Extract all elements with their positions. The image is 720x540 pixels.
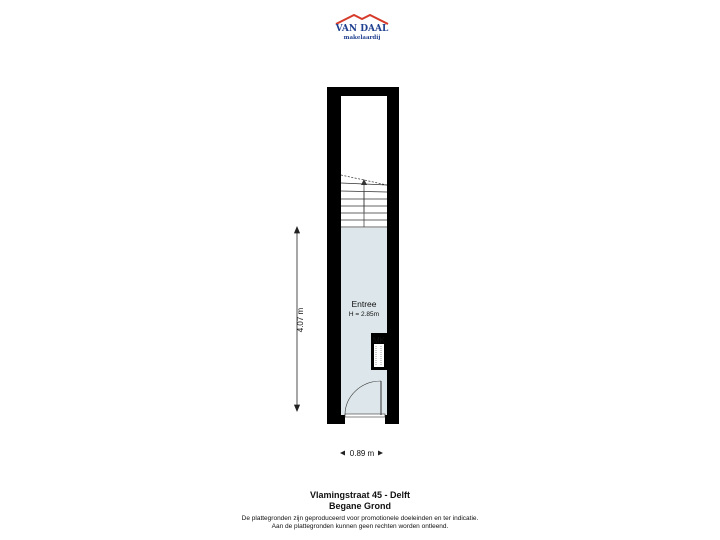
dim-arrow-down-icon [295, 405, 300, 411]
meter-cabinet [371, 333, 387, 370]
wall-left [327, 87, 341, 424]
wall-right [387, 87, 399, 424]
floor-title: Begane Grond [328, 501, 391, 511]
horizontal-dimension-label: 0.89 m [349, 449, 375, 458]
disclaimer-line-1: De plattegronden zijn geproduceerd voor promotionele doeleinden en ter indicatie. [241, 515, 479, 522]
wall-bottom-left [327, 415, 345, 424]
dim-arrow-up-icon [295, 227, 300, 233]
address-title: Vlamingstraat 45 - Delft [309, 490, 411, 500]
dim-arrow-right-icon [378, 451, 383, 456]
dim-arrow-left-icon [340, 451, 345, 456]
logo-name: VAN DAAL [335, 24, 389, 34]
disclaimer-line-2: Aan de plattegronden kunnen geen rechten worden ontleend. [271, 523, 449, 530]
room-height: H = 2.85m [348, 311, 380, 318]
wall-bottom-right [385, 415, 399, 424]
logo-tagline: makelaardij [343, 35, 381, 41]
vertical-dimension-label: 4.07 m [296, 307, 305, 333]
room-name: Entree [351, 299, 377, 309]
entree-floor [341, 228, 387, 415]
meter-cabinet-label: MK [373, 336, 385, 345]
